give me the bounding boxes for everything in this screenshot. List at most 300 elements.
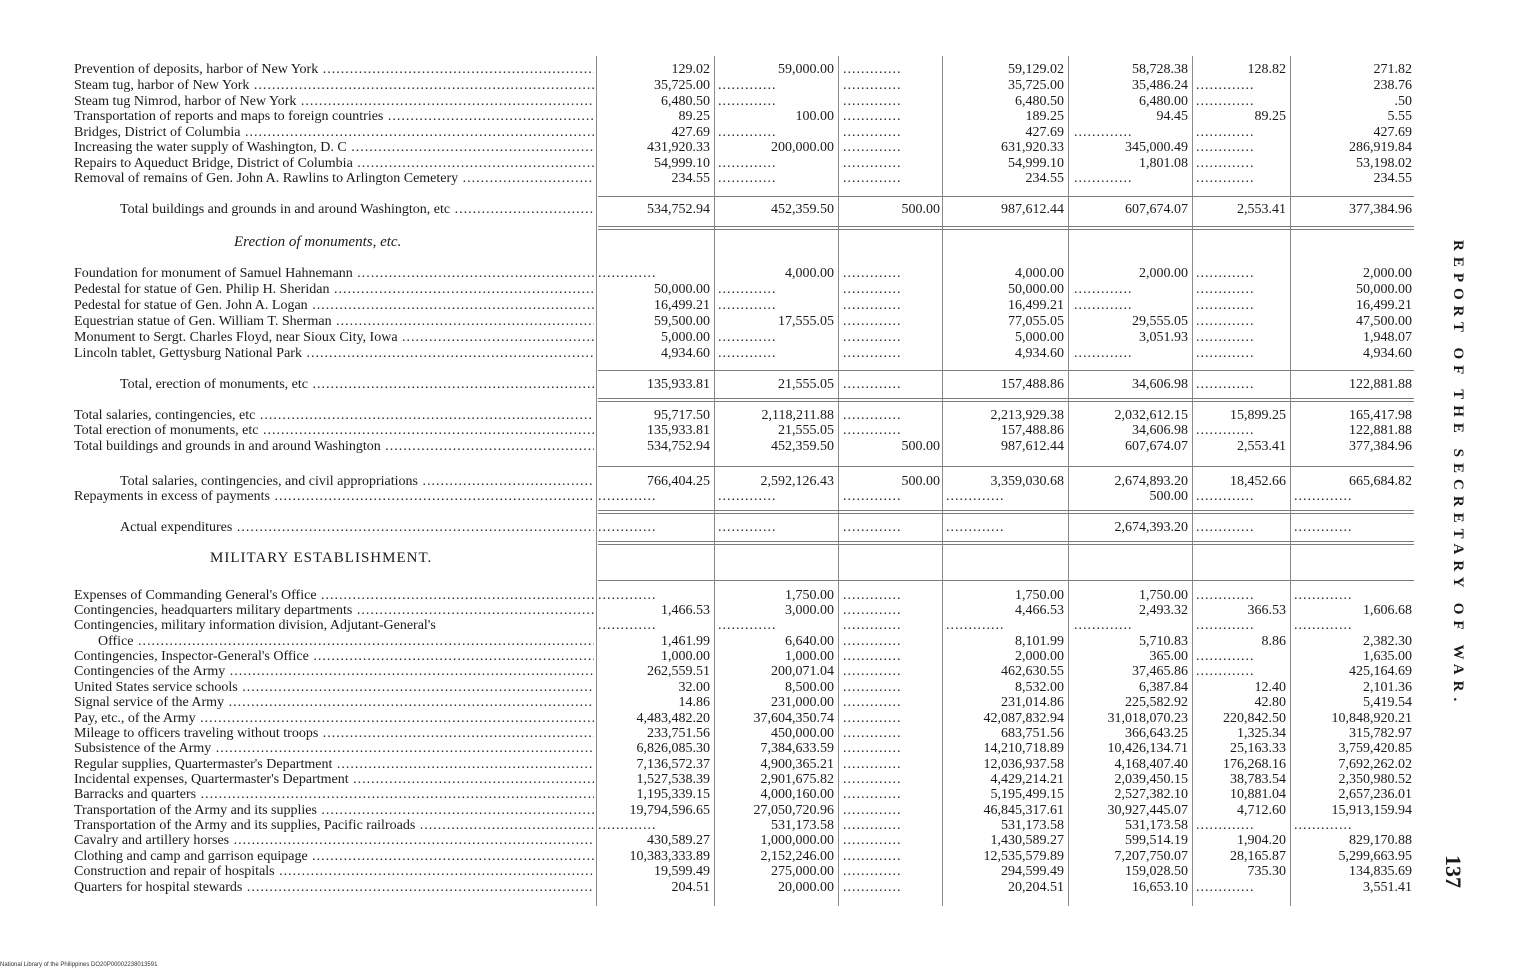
row-value: ............. [843, 787, 902, 802]
row-value: 2,039,450.15 [1114, 772, 1188, 787]
row-value: ............. [718, 125, 777, 140]
row-value: ............. [718, 330, 777, 345]
row-value: 1,948.07 [1363, 330, 1412, 345]
table-row [0, 94, 1526, 109]
row-value: ............. [1196, 330, 1255, 345]
row-value: 220,842.50 [1223, 711, 1286, 726]
row-value: 18,452.66 [1230, 474, 1286, 489]
row-value: 20,204.51 [1008, 880, 1064, 895]
table-row [0, 680, 1526, 695]
row-value: 6,387.84 [1139, 680, 1188, 695]
row-value: 50,000.00 [1356, 282, 1412, 297]
rule-line [598, 370, 1414, 371]
row-value: 59,000.00 [778, 62, 834, 77]
row-value: 59,129.02 [1008, 62, 1064, 77]
row-value: ............. [1074, 125, 1133, 140]
row-value: 58,728.38 [1132, 62, 1188, 77]
row-label: Barracks and quarters ..... [74, 787, 594, 802]
row-value: 365.00 [1149, 649, 1188, 664]
row-value: 1,000,000.00 [760, 833, 834, 848]
row-value: 286,919.84 [1349, 140, 1412, 155]
row-value: 452,359.50 [771, 202, 834, 217]
table-row [0, 298, 1526, 313]
row-value: ............. [843, 741, 902, 756]
row-value: 16,499.21 [1356, 298, 1412, 313]
row-label: Monument to Sergt. Charles Floyd, near Sioux City, Iowa ..... [74, 330, 594, 345]
row-value: 15,913,159.94 [1331, 803, 1412, 818]
row-value: 42.80 [1254, 695, 1286, 710]
table-row [0, 833, 1526, 848]
row-value: 4,934.60 [1363, 346, 1412, 361]
row-value: 19,794,596.65 [629, 803, 710, 818]
row-value: 5,000.00 [661, 330, 710, 345]
rule-line [598, 226, 1414, 227]
row-label: Contingencies, Inspector-General's Office ..... [74, 649, 594, 664]
row-value: ............. [598, 520, 657, 535]
row-value: 5.55 [1387, 109, 1412, 124]
table-row [0, 314, 1526, 329]
row-value: 534,752.94 [647, 202, 710, 217]
row-label: Clothing and camp and garrison equipage ..... [74, 849, 594, 864]
row-value: 3,051.93 [1139, 330, 1188, 345]
row-value: ............. [1196, 78, 1255, 93]
table-row [0, 266, 1526, 281]
row-value: 2,101.36 [1363, 680, 1412, 695]
row-value: ............. [843, 757, 902, 772]
row-value: 8,532.00 [1015, 680, 1064, 695]
row-value: 531,173.58 [1125, 818, 1188, 833]
table-row [0, 787, 1526, 802]
row-label: Total erection of monuments, etc ..... [74, 423, 594, 438]
row-value: 2,493.32 [1139, 603, 1188, 618]
row-value: 500.00 [901, 202, 940, 217]
row-value: 6,640.00 [785, 634, 834, 649]
row-label: Total buildings and grounds in and around Washington, etc ..... [74, 202, 594, 217]
row-value: 12,535,579.89 [983, 849, 1064, 864]
row-value: 2,382.30 [1363, 634, 1412, 649]
row-label: Removal of remains of Gen. John A. Rawlins to Arlington Cemetery ..... [74, 171, 594, 186]
row-label: Regular supplies, Quartermaster's Department ..... [74, 757, 594, 772]
row-value: 4,168,407.40 [1114, 757, 1188, 772]
row-value: 1,750.00 [785, 588, 834, 603]
row-label: Actual expenditures ..... [74, 520, 594, 535]
row-value: 95,717.50 [654, 408, 710, 423]
row-value: 238.76 [1373, 78, 1412, 93]
row-value: 1,466.53 [661, 603, 710, 618]
row-value: 37,465.86 [1132, 664, 1188, 679]
table-row [0, 346, 1526, 361]
row-label: Signal service of the Army ..... [74, 695, 594, 710]
row-value: 21,555.05 [778, 377, 834, 392]
row-value: 17,555.05 [778, 314, 834, 329]
row-value: 1,801.08 [1139, 156, 1188, 171]
row-value: 8,101.99 [1015, 634, 1064, 649]
row-value: 20,000.00 [778, 880, 834, 895]
row-value: 204.51 [671, 880, 710, 895]
rule-line [598, 398, 1414, 399]
row-value: 5,710.83 [1139, 634, 1188, 649]
row-value: 16,499.21 [1008, 298, 1064, 313]
row-label: Transportation of reports and maps to foreign countries ..... [74, 109, 594, 124]
row-label: Lincoln tablet, Gettysburg National Park ..... [74, 346, 594, 361]
row-value: 7,692,262.02 [1338, 757, 1412, 772]
row-value: 32.00 [678, 680, 710, 695]
row-value: 231,014.86 [1001, 695, 1064, 710]
row-value: 1,000.00 [661, 649, 710, 664]
row-label: Total buildings and grounds in and around Washington ..... [74, 439, 594, 454]
table-row [0, 109, 1526, 124]
row-value: ............. [1196, 125, 1255, 140]
row-value: 987,612.44 [1001, 439, 1064, 454]
row-value: 3,551.41 [1363, 880, 1412, 895]
table-row [0, 711, 1526, 726]
row-value: ............. [843, 156, 902, 171]
row-value: 531,173.58 [1001, 818, 1064, 833]
row-value: 735.30 [1247, 864, 1286, 879]
row-value: 157,488.86 [1001, 423, 1064, 438]
row-value: 1,325.34 [1237, 726, 1286, 741]
row-value: 665,684.82 [1349, 474, 1412, 489]
table-row [0, 741, 1526, 756]
row-value: 1,430,589.27 [990, 833, 1064, 848]
row-label: Pedestal for statue of Gen. John A. Logan ..... [74, 298, 594, 313]
row-value: 2,213,929.38 [990, 408, 1064, 423]
row-value: ............. [843, 520, 902, 535]
row-value: ............. [1294, 489, 1353, 504]
row-label: Total salaries, contingencies, etc ..... [74, 408, 594, 423]
row-value: 50,000.00 [1008, 282, 1064, 297]
table-row [0, 408, 1526, 423]
row-value: 1,527,538.39 [636, 772, 710, 787]
row-value: ............. [843, 330, 902, 345]
row-value: 631,920.33 [1001, 140, 1064, 155]
table-row [0, 330, 1526, 345]
row-value: 2,000.00 [1139, 266, 1188, 281]
row-value: 366.53 [1247, 603, 1286, 618]
row-label: Steam tug, harbor of New York ..... [74, 78, 594, 93]
row-value: 50,000.00 [654, 282, 710, 297]
row-value: 430,589.27 [647, 833, 710, 848]
row-value: 462,630.55 [1001, 664, 1064, 679]
table-row [0, 757, 1526, 772]
row-value: 607,674.07 [1125, 439, 1188, 454]
row-value: 234.55 [671, 171, 710, 186]
row-label: Repayments in excess of payments ..... [74, 489, 594, 504]
row-value: 122,881.88 [1349, 377, 1412, 392]
row-value: 1,000.00 [785, 649, 834, 664]
row-label: Contingencies, headquarters military departments ..... [74, 603, 594, 618]
row-value: ............. [718, 346, 777, 361]
row-value: 234.55 [1025, 171, 1064, 186]
row-value: 5,000.00 [1015, 330, 1064, 345]
table-row [0, 849, 1526, 864]
row-value: 4,466.53 [1015, 603, 1064, 618]
table-row [0, 282, 1526, 297]
row-value: ............. [1196, 346, 1255, 361]
row-value: ............. [1294, 618, 1353, 633]
row-value: 5,195,499.15 [990, 787, 1064, 802]
row-value: ............. [843, 266, 902, 281]
row-value: ............. [718, 171, 777, 186]
row-value: 599,514.19 [1125, 833, 1188, 848]
table-row [0, 695, 1526, 710]
row-value: 35,486.24 [1132, 78, 1188, 93]
row-value: 2,553.41 [1237, 202, 1286, 217]
row-value: 16,499.21 [654, 298, 710, 313]
row-label: Quarters for hospital stewards ..... [74, 880, 594, 895]
row-value: 1,750.00 [1015, 588, 1064, 603]
row-value: ............. [718, 489, 777, 504]
row-value: ............. [843, 864, 902, 879]
row-value: ............. [1294, 818, 1353, 833]
row-value: 262,559.51 [647, 664, 710, 679]
row-value: ............. [1196, 156, 1255, 171]
row-value: 12,036,937.58 [983, 757, 1064, 772]
row-value: 100.00 [795, 109, 834, 124]
row-value: 28,165.87 [1230, 849, 1286, 864]
row-value: 425,164.69 [1349, 664, 1412, 679]
row-value: 500.00 [901, 439, 940, 454]
row-value: 431,920.33 [647, 140, 710, 155]
section-heading: MILITARY ESTABLISHMENT. [210, 550, 433, 566]
row-value: ............. [598, 618, 657, 633]
rule-line [598, 544, 1414, 545]
row-value: ............. [1074, 298, 1133, 313]
table-row [0, 803, 1526, 818]
row-value: 233,751.56 [647, 726, 710, 741]
row-value: ............. [843, 408, 902, 423]
row-value: 607,674.07 [1125, 202, 1188, 217]
row-value: 10,848,920.21 [1331, 711, 1412, 726]
row-value: ............. [843, 423, 902, 438]
row-value: ............. [598, 266, 657, 281]
row-value: 2,657,236.01 [1338, 787, 1412, 802]
row-label: Repairs to Aqueduct Bridge, District of Columbia ..... [74, 156, 594, 171]
row-value: ............. [843, 803, 902, 818]
row-value: 2,118,211.88 [761, 408, 834, 423]
table-row [0, 125, 1526, 140]
row-value: 94.45 [1156, 109, 1188, 124]
row-value: ............. [1196, 423, 1255, 438]
row-value: 2,350,980.52 [1338, 772, 1412, 787]
row-value: 35,725.00 [654, 78, 710, 93]
row-value: ............. [598, 818, 657, 833]
row-value: ............. [843, 833, 902, 848]
row-value: ............. [718, 298, 777, 313]
row-value: ............. [1294, 588, 1353, 603]
row-value: ............. [843, 726, 902, 741]
row-value: 129.02 [671, 62, 710, 77]
row-value: ............. [1074, 618, 1133, 633]
table-row [0, 78, 1526, 93]
row-value: 2,553.41 [1237, 439, 1286, 454]
row-value: 7,136,572.37 [636, 757, 710, 772]
row-value: ............. [843, 94, 902, 109]
row-value: 4,429,214.21 [990, 772, 1064, 787]
table-row [0, 726, 1526, 741]
row-value: 377,384.96 [1349, 202, 1412, 217]
row-value: 165,417.98 [1349, 408, 1412, 423]
row-value: 1,635.00 [1363, 649, 1412, 664]
row-value: ............. [718, 156, 777, 171]
row-value: 200,000.00 [771, 140, 834, 155]
table-row [0, 649, 1526, 664]
row-value: ............. [1196, 140, 1255, 155]
row-value: 234.55 [1373, 171, 1412, 186]
row-value: 377,384.96 [1349, 439, 1412, 454]
row-value: ............. [843, 634, 902, 649]
row-value: ............. [1196, 377, 1255, 392]
row-value: 53,198.02 [1356, 156, 1412, 171]
row-label: Increasing the water supply of Washington, D. C ..... [74, 140, 594, 155]
row-value: 157,488.86 [1001, 377, 1064, 392]
table-row [0, 171, 1526, 186]
row-label: Prevention of deposits, harbor of New York ..... [74, 62, 594, 77]
row-label: Contingencies, military information division, Adjutant-General's [74, 618, 436, 633]
row-value: 10,426,134.71 [1107, 741, 1188, 756]
footer-stamp: National Library of the Philippines DO20P00002238013591 [0, 962, 158, 968]
row-value: 6,480.50 [1015, 94, 1064, 109]
row-value: 14.86 [678, 695, 710, 710]
row-value: ............. [718, 78, 777, 93]
row-value: ............. [843, 664, 902, 679]
row-value: ............. [843, 171, 902, 186]
row-value: ............. [1196, 618, 1255, 633]
row-value: 366,643.25 [1125, 726, 1188, 741]
row-value: 500.00 [901, 474, 940, 489]
row-value: 2,032,612.15 [1114, 408, 1188, 423]
row-value: ............. [1294, 520, 1353, 535]
row-label: Incidental expenses, Quartermaster's Department ..... [74, 772, 594, 787]
row-value: ............. [946, 520, 1005, 535]
row-value: ............. [1074, 282, 1133, 297]
row-value: ............. [1196, 818, 1255, 833]
row-value: 2,592,126.43 [760, 474, 834, 489]
row-value: 200,071.04 [771, 664, 834, 679]
row-value: ............. [1196, 171, 1255, 186]
row-value: ............. [1196, 489, 1255, 504]
row-label: Equestrian statue of Gen. William T. Sherman ..... [74, 314, 594, 329]
row-value: 47,500.00 [1356, 314, 1412, 329]
rule-line [598, 466, 1414, 467]
table-row [0, 618, 1526, 633]
row-value: ............. [843, 489, 902, 504]
section-heading: Erection of monuments, etc. [234, 234, 402, 250]
row-value: 5,299,663.95 [1338, 849, 1412, 864]
page-number: 137 [1441, 855, 1466, 888]
row-value: ............. [843, 78, 902, 93]
row-value: 10,383,333.89 [629, 849, 710, 864]
table-row [0, 423, 1526, 438]
row-value: 5,419.54 [1363, 695, 1412, 710]
row-value: 189.25 [1025, 109, 1064, 124]
row-value: 452,359.50 [771, 439, 834, 454]
row-value: 15,899.25 [1230, 408, 1286, 423]
row-value: 89.25 [1254, 109, 1286, 124]
row-label: Cavalry and artillery horses ..... [74, 833, 594, 848]
row-value: 25,163.33 [1230, 741, 1286, 756]
row-value: ............. [843, 346, 902, 361]
row-value: 2,152,246.00 [760, 849, 834, 864]
row-value: ............. [843, 880, 902, 895]
row-value: 1,606.68 [1363, 603, 1412, 618]
table-row [0, 140, 1526, 155]
row-value: ............. [1196, 266, 1255, 281]
row-value: 4,000,160.00 [760, 787, 834, 802]
row-value: ............. [843, 818, 902, 833]
row-value: 77,055.05 [1008, 314, 1064, 329]
row-value: 4,712.60 [1237, 803, 1286, 818]
row-value: 8,500.00 [785, 680, 834, 695]
row-label: Steam tug Nimrod, harbor of New York ..... [74, 94, 594, 109]
row-value: 31,018,070.23 [1107, 711, 1188, 726]
row-value: 2,674,893.20 [1114, 474, 1188, 489]
total-row [0, 520, 1526, 535]
row-value: ............. [843, 62, 902, 77]
row-value: ............. [1074, 346, 1133, 361]
row-value: 122,881.88 [1349, 423, 1412, 438]
rule-line [598, 541, 1414, 542]
row-value: 42,087,832.94 [983, 711, 1064, 726]
row-value: ............. [843, 140, 902, 155]
table-row [0, 634, 1526, 649]
row-value: 3,000.00 [785, 603, 834, 618]
row-value: 2,000.00 [1363, 266, 1412, 281]
row-value: ............. [843, 588, 902, 603]
row-value: 54,999.10 [1008, 156, 1064, 171]
rule-line [598, 513, 1414, 514]
table-row [0, 489, 1526, 504]
row-label: Contingencies of the Army ..... [74, 664, 594, 679]
row-value: ............. [843, 618, 902, 633]
row-value: 275,000.00 [771, 864, 834, 879]
row-value: ............. [843, 849, 902, 864]
row-value: 12.40 [1254, 680, 1286, 695]
table-row [0, 864, 1526, 879]
row-value: 4,934.60 [661, 346, 710, 361]
row-value: 176,268.16 [1223, 757, 1286, 772]
row-value: ............. [843, 772, 902, 787]
row-value: 27,050,720.96 [753, 803, 834, 818]
row-value: 10,881.04 [1230, 787, 1286, 802]
row-value: 159,028.50 [1125, 864, 1188, 879]
row-label: Mileage to officers traveling without troops ..... [74, 726, 594, 741]
row-value: ............. [843, 649, 902, 664]
table-row [0, 439, 1526, 454]
row-value: 766,404.25 [647, 474, 710, 489]
total-row [0, 474, 1526, 489]
row-value: ............. [718, 520, 777, 535]
row-value: 3,359,030.68 [990, 474, 1064, 489]
row-value: ............. [843, 298, 902, 313]
row-value: ............. [1196, 664, 1255, 679]
row-value: .50 [1394, 94, 1412, 109]
row-value: ............. [843, 603, 902, 618]
row-value: 534,752.94 [647, 439, 710, 454]
row-value: 683,751.56 [1001, 726, 1064, 741]
row-value: 30,927,445.07 [1107, 803, 1188, 818]
row-value: 14,210,718.89 [983, 741, 1064, 756]
row-value: 7,384,633.59 [760, 741, 834, 756]
rule-line [598, 401, 1414, 402]
table-row [0, 62, 1526, 77]
row-value: ............. [843, 314, 902, 329]
row-value: 128.82 [1247, 62, 1286, 77]
row-value: 2,527,382.10 [1114, 787, 1188, 802]
row-value: 4,000.00 [785, 266, 834, 281]
row-value: ............. [946, 618, 1005, 633]
row-value: ............. [718, 618, 777, 633]
